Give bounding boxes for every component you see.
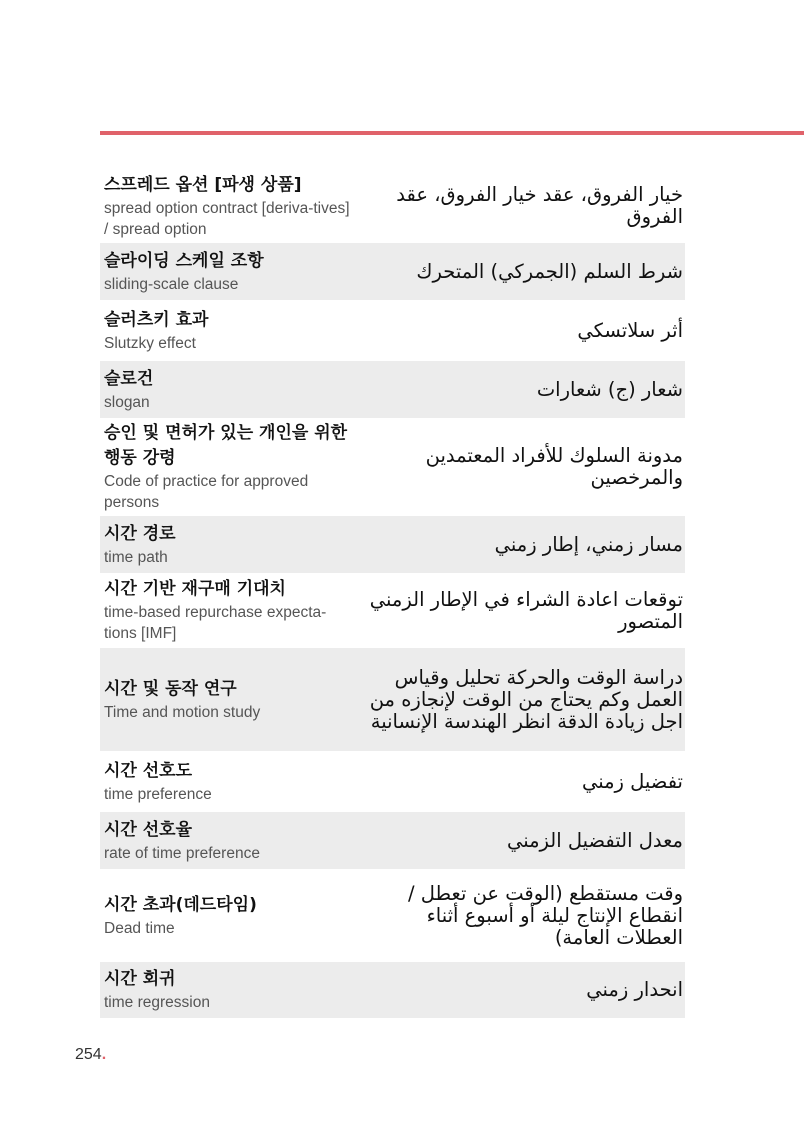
korean-term: 시간 및 동작 연구 xyxy=(104,678,237,699)
entry-source xyxy=(100,890,355,942)
arabic-term: مسار زمني، إطار زمني xyxy=(494,532,683,556)
korean-term: 시간 기반 재구매 기대치 xyxy=(104,579,286,599)
arabic-term: وقت مستقطع (الوقت عن تعطل / انقطاع الإنتاج ليلة أو أسبوع أثناء العطلات العامة) xyxy=(408,881,683,949)
entry-source xyxy=(100,246,355,298)
page-number xyxy=(75,1046,106,1064)
glossary-entry xyxy=(100,648,685,753)
glossary-entry xyxy=(100,171,685,243)
english-term: Code of practice for approved persons xyxy=(104,473,309,511)
arabic-term: مدونة السلوك للأفراد المعتمدين والمرخصين xyxy=(425,444,683,489)
glossary-entry xyxy=(100,962,685,1020)
english-term: rate of time preference xyxy=(104,844,260,862)
glossary-entry xyxy=(100,302,685,361)
korean-term: 시간 선호도 xyxy=(104,760,193,781)
arabic-term: توقعات اعادة الشراء في الإطار الزمني المتصور xyxy=(369,587,683,633)
arabic-term: شرط السلم (الجمركي) المتحرك xyxy=(416,259,683,283)
arabic-term: معدل التفضيل الزمني xyxy=(506,828,683,852)
glossary-entry xyxy=(100,361,685,420)
entry-source xyxy=(100,964,355,1016)
entry-source xyxy=(100,574,355,647)
glossary-entry xyxy=(100,812,685,871)
entry-source xyxy=(100,815,355,867)
english-term: Slutzky effect xyxy=(104,334,196,352)
english-term: time-based repurchase expecta-tions [IMF] xyxy=(104,604,327,642)
english-term: sliding-scale clause xyxy=(104,275,239,293)
top-accent-rule xyxy=(100,131,804,135)
english-term: time path xyxy=(104,548,168,566)
entry-source xyxy=(100,364,355,416)
entry-source xyxy=(100,170,355,243)
glossary-entry xyxy=(100,753,685,812)
english-term: spread option contract [deriva-tives] / spread option xyxy=(104,199,350,238)
arabic-term: خيار الفروق، عقد خيار الفروق، عقد الفروق xyxy=(396,183,683,228)
arabic-term: انحدار زمني xyxy=(586,978,683,1001)
english-term: Time and motion study xyxy=(104,703,261,721)
glossary-entry xyxy=(100,871,685,962)
korean-term: 시간 초과(데드타임) xyxy=(104,894,257,915)
glossary-entry xyxy=(100,243,685,302)
entry-source xyxy=(100,756,355,808)
korean-term: 시간 회귀 xyxy=(104,969,176,989)
page-number-value: 254 xyxy=(75,1046,102,1063)
entry-source xyxy=(100,305,355,357)
korean-term: 시간 선호율 xyxy=(104,819,193,840)
glossary-entry xyxy=(100,420,685,516)
entry-source xyxy=(100,418,355,516)
english-term: Dead time xyxy=(104,919,175,937)
korean-term: 승인 및 면허가 있는 개인을 위한 행동 강령 xyxy=(104,423,348,468)
arabic-term: أثر سلاتسكي xyxy=(577,318,683,342)
english-term: time regression xyxy=(104,994,210,1011)
arabic-term: دراسة الوقت والحركة تحليل وقياس العمل وكم يحتاج من الوقت لإنجازه من اجل زيادة الدقة انظر الهندسة الإنسانية xyxy=(369,665,683,733)
korean-term: 슬로건 xyxy=(104,368,154,389)
english-term: slogan xyxy=(104,393,150,411)
korean-term: 슬러츠키 효과 xyxy=(104,309,209,330)
korean-term: 슬라이딩 스케일 조항 xyxy=(104,250,264,271)
entry-source xyxy=(100,674,355,726)
korean-term: 시간 경로 xyxy=(104,523,176,544)
glossary-entry xyxy=(100,516,685,575)
english-term: time preference xyxy=(104,785,212,803)
entry-source xyxy=(100,519,355,571)
glossary-entry xyxy=(100,575,685,648)
korean-term: 스프레드 옵션 [파생 상품] xyxy=(104,174,302,195)
arabic-term: تفضيل زمني xyxy=(581,769,683,793)
arabic-term: شعار (ج) شعارات xyxy=(536,377,683,401)
glossary-table xyxy=(100,171,685,1020)
page-number-dot: . xyxy=(101,1046,107,1063)
